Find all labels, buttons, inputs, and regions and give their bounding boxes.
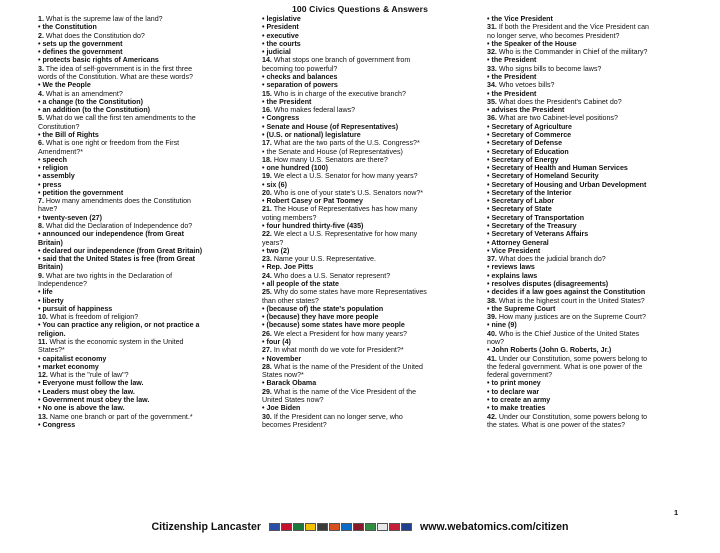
column-3 bbox=[487, 15, 707, 429]
answer-line: • reviews laws bbox=[487, 263, 535, 272]
answer-line: • one hundred (100) bbox=[262, 164, 328, 173]
question-continuation: voting members? bbox=[262, 213, 317, 222]
answer-line: • six (6) bbox=[262, 180, 287, 189]
answer-line: • speech bbox=[38, 155, 67, 164]
answer-line: • Secretary of Education bbox=[487, 147, 569, 156]
question-continuation: becomes President? bbox=[262, 420, 327, 429]
question-text: We elect a President for how many years? bbox=[271, 329, 407, 338]
question-number: 3. bbox=[38, 64, 44, 73]
question-text: What is the name of the Vice President of the bbox=[271, 387, 417, 396]
question-line bbox=[262, 272, 482, 280]
answer-line: • separation of powers bbox=[262, 81, 338, 90]
question-number: 42. bbox=[487, 412, 497, 421]
question-text: What is freedom of religion? bbox=[47, 313, 139, 322]
question-number: 37. bbox=[487, 255, 497, 264]
question-number: 2. bbox=[38, 31, 44, 40]
question-text: What is the supreme law of the land? bbox=[43, 15, 163, 23]
answer-line: • decides if a law goes against the Constitution bbox=[487, 288, 646, 297]
answer-line: • Barack Obama bbox=[262, 379, 317, 388]
flags-strip bbox=[269, 523, 412, 531]
question-text: Who does a U.S. Senator represent? bbox=[271, 271, 391, 280]
question-line bbox=[262, 139, 482, 147]
question-number: 18. bbox=[262, 155, 272, 164]
question-text: What is one right or freedom from the First bbox=[43, 139, 180, 148]
question-number: 12. bbox=[38, 371, 48, 380]
question-number: 21. bbox=[262, 205, 272, 214]
question-text: We elect a U.S. Senator for how many years? bbox=[271, 172, 418, 181]
answer-line: • sets up the government bbox=[38, 39, 123, 48]
question-line bbox=[38, 338, 258, 346]
answer-line: • twenty-seven (27) bbox=[38, 213, 102, 222]
answer-line: • Congress bbox=[262, 114, 300, 123]
answer-line: • No one is above the law. bbox=[38, 404, 125, 413]
answer-line: • executive bbox=[262, 31, 299, 40]
flag-icon bbox=[329, 523, 340, 531]
answer-line: • (because of) the state's population bbox=[262, 304, 384, 313]
question-number: 1. bbox=[38, 15, 44, 23]
answer-line: • defines the government bbox=[38, 48, 123, 57]
answer-line: • the President bbox=[487, 72, 537, 81]
question-continuation: have? bbox=[38, 205, 58, 214]
answer-line: • Secretary of Agriculture bbox=[487, 122, 573, 131]
question-line bbox=[38, 90, 258, 98]
flag-icon bbox=[389, 523, 400, 531]
question-number: 4. bbox=[38, 89, 44, 98]
question-line bbox=[38, 15, 258, 23]
question-line bbox=[487, 313, 707, 321]
answer-line: • Rep. Joe Pitts bbox=[262, 263, 314, 272]
answer-line: • protects basic rights of Americans bbox=[38, 56, 159, 65]
question-number: 34. bbox=[487, 81, 497, 90]
question-line bbox=[262, 90, 482, 98]
question-number: 10. bbox=[38, 313, 48, 322]
answer-line: • the Supreme Court bbox=[487, 304, 556, 313]
column-1 bbox=[38, 15, 258, 429]
question-text: How many U.S. Senators are there? bbox=[271, 155, 388, 164]
answer-line: • press bbox=[38, 180, 62, 189]
question-line bbox=[487, 255, 707, 263]
question-number: 5. bbox=[38, 114, 44, 123]
question-line bbox=[262, 255, 482, 263]
question-line bbox=[487, 114, 707, 122]
question-number: 11. bbox=[38, 337, 48, 346]
question-text: What is the "rule of law"? bbox=[47, 371, 129, 380]
answer-line: • four hundred thirty-five (435) bbox=[262, 222, 364, 231]
question-continuation: than other states? bbox=[262, 296, 319, 305]
question-number: 15. bbox=[262, 89, 272, 98]
answer-line: • judicial bbox=[262, 48, 291, 57]
question-text: In what month do we vote for President?* bbox=[271, 346, 404, 355]
answer-line: • to print money bbox=[487, 379, 541, 388]
question-line bbox=[487, 23, 707, 31]
answer-line: • the Constitution bbox=[38, 23, 97, 32]
answer-line: • the Bill of Rights bbox=[38, 130, 99, 139]
question-text: We elect a U.S. Representative for how many bbox=[271, 230, 418, 239]
question-continuation: the federal government. What is one power of the bbox=[487, 362, 643, 371]
question-text: How many amendments does the Constitution bbox=[43, 197, 191, 206]
answer-line: • Secretary of Health and Human Services bbox=[487, 164, 628, 173]
answer-line: • nine (9) bbox=[487, 321, 517, 330]
answer-line: • We the People bbox=[38, 81, 91, 90]
question-continuation: States?* bbox=[38, 346, 65, 355]
question-text: Who is in charge of the executive branch? bbox=[271, 89, 406, 98]
answer-line: • Congress bbox=[38, 420, 76, 429]
question-number: 19. bbox=[262, 172, 272, 181]
column-2 bbox=[262, 15, 482, 429]
question-number: 13. bbox=[38, 412, 48, 421]
answer-line: • Secretary of State bbox=[487, 205, 552, 214]
question-number: 38. bbox=[487, 296, 497, 305]
question-line bbox=[262, 106, 482, 114]
answer-line: • petition the government bbox=[38, 188, 124, 197]
answer-line: religion. bbox=[38, 329, 66, 338]
question-line bbox=[38, 371, 258, 379]
question-number: 29. bbox=[262, 387, 272, 396]
answer-line: • checks and balances bbox=[262, 72, 338, 81]
question-number: 25. bbox=[262, 288, 272, 297]
answer-line: • Everyone must follow the law. bbox=[38, 379, 144, 388]
answer-line: • the President bbox=[487, 56, 537, 65]
question-line bbox=[38, 413, 258, 421]
question-number: 40. bbox=[487, 329, 497, 338]
flag-icon bbox=[341, 523, 352, 531]
question-continuation: Constitution? bbox=[38, 122, 80, 131]
question-continuation: federal government? bbox=[487, 371, 553, 380]
answer-line: • the Vice President bbox=[487, 15, 553, 23]
question-text: The House of Representatives has how many bbox=[271, 205, 418, 214]
question-continuation: no longer serve, who becomes President? bbox=[487, 31, 620, 40]
question-line bbox=[38, 114, 258, 122]
question-text: What are two rights in the Declaration of bbox=[43, 271, 173, 280]
question-line bbox=[487, 48, 707, 56]
question-continuation: words of the Constitution. What are these words? bbox=[38, 72, 193, 81]
footer bbox=[0, 521, 720, 533]
question-number: 26. bbox=[262, 329, 272, 338]
answer-line: • Senate and House (of Representatives) bbox=[262, 122, 399, 131]
question-text: Who is the Chief Justice of the United States bbox=[496, 329, 640, 338]
question-text: What do we call the first ten amendments to the bbox=[43, 114, 196, 123]
question-line bbox=[487, 98, 707, 106]
answer-line: • Secretary of the Treasury bbox=[487, 222, 577, 231]
question-line bbox=[487, 81, 707, 89]
answer-line: • Secretary of Transportation bbox=[487, 213, 585, 222]
answer-line: • to declare war bbox=[487, 387, 540, 396]
question-number: 32. bbox=[487, 48, 497, 57]
question-number: 22. bbox=[262, 230, 272, 239]
question-text: Who is the Commander in Chief of the military? bbox=[496, 48, 648, 57]
question-line bbox=[38, 313, 258, 321]
question-line bbox=[262, 288, 482, 296]
question-line bbox=[262, 230, 482, 238]
answer-line: • the courts bbox=[262, 39, 301, 48]
question-text: Who signs bills to become laws? bbox=[496, 64, 602, 73]
question-number: 33. bbox=[487, 64, 497, 73]
answer-line: • resolves disputes (disagreements) bbox=[487, 280, 609, 288]
question-text: What is the name of the President of the United bbox=[271, 362, 423, 371]
answer-line: • the President bbox=[487, 89, 537, 98]
question-number: 31. bbox=[487, 23, 497, 32]
flag-icon bbox=[281, 523, 292, 531]
answer-line: • all people of the state bbox=[262, 280, 339, 288]
question-text: What is an amendment? bbox=[43, 89, 123, 98]
question-continuation: • the Senate and House (of Representatives) bbox=[262, 147, 403, 156]
answer-line: • Government must obey the law. bbox=[38, 395, 150, 404]
question-line bbox=[262, 205, 482, 213]
question-line bbox=[38, 65, 258, 73]
question-line bbox=[38, 222, 258, 230]
flag-icon bbox=[377, 523, 388, 531]
answer-line: • a change (to the Constitution) bbox=[38, 97, 143, 106]
answer-line: • declared our independence (from Great Britain) bbox=[38, 246, 203, 255]
question-line bbox=[262, 172, 482, 180]
answer-line: • an addition (to the Constitution) bbox=[38, 106, 151, 115]
answer-line: • Leaders must obey the law. bbox=[38, 387, 135, 396]
answer-line: • pursuit of happiness bbox=[38, 304, 113, 313]
question-text: Why do some states have more Representatives bbox=[271, 288, 427, 297]
question-number: 39. bbox=[487, 313, 497, 322]
question-number: 14. bbox=[262, 56, 272, 65]
question-line bbox=[262, 413, 482, 421]
answer-line: • November bbox=[262, 354, 302, 363]
question-text: What is the highest court in the United States? bbox=[496, 296, 645, 305]
question-text: The idea of self-government is in the first three bbox=[43, 64, 193, 73]
answer-line: • market economy bbox=[38, 362, 99, 371]
question-continuation: now? bbox=[487, 337, 504, 346]
answer-line: • Vice President bbox=[487, 246, 541, 255]
question-number: 23. bbox=[262, 255, 272, 264]
question-line bbox=[487, 330, 707, 338]
answer-line: • legislative bbox=[262, 15, 301, 23]
question-text: Name one branch or part of the government.* bbox=[47, 412, 193, 421]
question-text: What stops one branch of government from bbox=[271, 56, 411, 65]
flag-icon bbox=[401, 523, 412, 531]
question-line bbox=[262, 346, 482, 354]
question-number: 36. bbox=[487, 114, 497, 123]
question-number: 30. bbox=[262, 412, 272, 421]
question-number: 16. bbox=[262, 106, 272, 115]
answer-line: • liberty bbox=[38, 296, 64, 305]
question-text: What is the economic system in the United bbox=[47, 337, 184, 346]
answer-line: • Secretary of the Interior bbox=[487, 188, 572, 197]
question-text: If the President can no longer serve, who bbox=[271, 412, 403, 421]
question-line bbox=[38, 197, 258, 205]
question-number: 7. bbox=[38, 197, 44, 206]
question-text: What does the President's Cabinet do? bbox=[496, 97, 622, 106]
question-text: How many justices are on the Supreme Court? bbox=[496, 313, 646, 322]
answer-line: • assembly bbox=[38, 172, 75, 181]
question-text: Name your U.S. Representative. bbox=[271, 255, 376, 264]
question-number: 35. bbox=[487, 97, 497, 106]
answer-line: Britain) bbox=[38, 263, 63, 272]
answer-line: • Secretary of Labor bbox=[487, 197, 555, 206]
answer-line: • Secretary of Defense bbox=[487, 139, 563, 148]
question-text: What are the two parts of the U.S. Congress?* bbox=[271, 139, 420, 148]
question-text: What does the Constitution do? bbox=[43, 31, 145, 40]
question-text: Who makes federal laws? bbox=[271, 106, 356, 115]
answer-line: • two (2) bbox=[262, 246, 290, 255]
question-line bbox=[262, 156, 482, 164]
question-line bbox=[38, 139, 258, 147]
answer-line: • Joe Biden bbox=[262, 404, 301, 413]
page-title: 100 Civics Questions & Answers bbox=[292, 4, 428, 14]
answer-line: • religion bbox=[38, 164, 69, 173]
answer-line: • four (4) bbox=[262, 337, 291, 346]
question-continuation: Independence? bbox=[38, 280, 87, 288]
answer-line: • President bbox=[262, 23, 299, 32]
flag-icon bbox=[293, 523, 304, 531]
footer-website: www.webatomics.com/citizen bbox=[419, 521, 569, 533]
question-text: Who is one of your state's U.S. Senators now?* bbox=[271, 188, 424, 197]
answer-line: • Robert Casey or Pat Toomey bbox=[262, 197, 363, 206]
question-continuation: United States now? bbox=[262, 395, 324, 404]
flag-icon bbox=[353, 523, 364, 531]
answer-line: • the President bbox=[262, 97, 312, 106]
question-number: 9. bbox=[38, 271, 44, 280]
question-line bbox=[262, 363, 482, 371]
question-line bbox=[262, 189, 482, 197]
question-continuation: becoming too powerful? bbox=[262, 64, 338, 73]
answer-line: • (U.S. or national) legislature bbox=[262, 130, 361, 139]
answer-line: • Secretary of Homeland Security bbox=[487, 172, 599, 181]
question-number: 27. bbox=[262, 346, 272, 355]
answer-line: Britain) bbox=[38, 238, 63, 247]
question-continuation: States now?* bbox=[262, 371, 304, 380]
answer-line: • John Roberts (John G. Roberts, Jr.) bbox=[487, 346, 612, 355]
question-line bbox=[487, 413, 707, 421]
question-number: 8. bbox=[38, 222, 44, 231]
answer-line: • (because) they have more people bbox=[262, 313, 379, 322]
question-line bbox=[262, 388, 482, 396]
answer-line: • advises the President bbox=[487, 106, 565, 115]
question-continuation: Amendment?* bbox=[38, 147, 83, 156]
answer-line: • Attorney General bbox=[487, 238, 549, 247]
answer-line: • Secretary of Veterans Affairs bbox=[487, 230, 589, 239]
answer-line: • the Speaker of the House bbox=[487, 39, 577, 48]
question-number: 28. bbox=[262, 362, 272, 371]
flag-icon bbox=[365, 523, 376, 531]
question-number: 41. bbox=[487, 354, 497, 363]
question-text: If both the President and the Vice President can bbox=[496, 23, 649, 32]
answer-line: • capitalist economy bbox=[38, 354, 107, 363]
question-line bbox=[38, 272, 258, 280]
question-number: 6. bbox=[38, 139, 44, 148]
question-number: 24. bbox=[262, 271, 272, 280]
page-number: 1 bbox=[674, 508, 679, 517]
question-line bbox=[487, 355, 707, 363]
question-line bbox=[262, 330, 482, 338]
question-line bbox=[262, 56, 482, 64]
question-continuation: years? bbox=[262, 238, 284, 247]
question-line bbox=[38, 32, 258, 40]
answer-line: • announced our independence (from Great bbox=[38, 230, 184, 239]
flag-icon bbox=[305, 523, 316, 531]
footer-organization: Citizenship Lancaster bbox=[151, 521, 261, 533]
answer-line: • Secretary of Energy bbox=[487, 155, 559, 164]
question-text: Who vetoes bills? bbox=[496, 81, 555, 90]
answer-line: • to make treaties bbox=[487, 404, 546, 413]
answer-line: • to create an army bbox=[487, 395, 551, 404]
question-text: What does the judicial branch do? bbox=[496, 255, 606, 264]
question-text: Under our Constitution, some powers belong to bbox=[496, 354, 648, 363]
answer-line: • (because) some states have more people bbox=[262, 321, 405, 330]
question-text: What are two Cabinet-level positions? bbox=[496, 114, 618, 123]
answer-line: • Secretary of Commerce bbox=[487, 130, 572, 139]
question-text: What did the Declaration of Independence do? bbox=[43, 222, 193, 231]
flag-icon bbox=[317, 523, 328, 531]
answer-line: • explains laws bbox=[487, 271, 538, 280]
question-line bbox=[487, 297, 707, 305]
question-number: 20. bbox=[262, 188, 272, 197]
answer-line: • Secretary of Housing and Urban Development bbox=[487, 180, 647, 189]
question-line bbox=[487, 65, 707, 73]
answer-line: • life bbox=[38, 288, 53, 297]
question-text: Under our Constitution, some powers belong to bbox=[496, 412, 648, 421]
question-continuation: the states. What is one power of the states? bbox=[487, 420, 626, 429]
answer-line: • said that the United States is free (from Great bbox=[38, 255, 196, 264]
question-number: 17. bbox=[262, 139, 272, 148]
flag-icon bbox=[269, 523, 280, 531]
answer-line: • You can practice any religion, or not practice a bbox=[38, 321, 200, 330]
